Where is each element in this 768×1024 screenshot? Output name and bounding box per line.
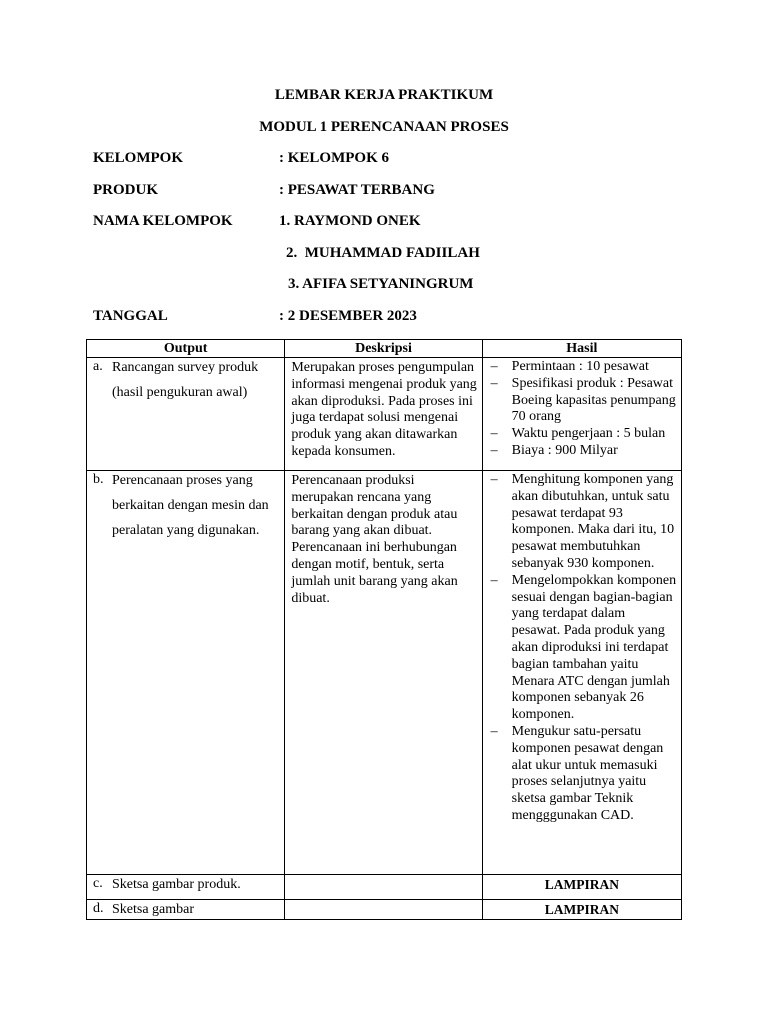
output-text: Sketsa gambar	[112, 902, 195, 917]
output-cell	[87, 875, 285, 900]
table-row	[87, 875, 682, 900]
result-cell	[482, 900, 681, 920]
kelompok-value: : KELOMPOK 6	[279, 150, 389, 166]
result-item: – Mengelompokkan komponen sesuai dengan bagian-bagian yang terdapat dalam pesawat. Pada produk yang akan diproduksi ini terdapat bagian tambahan yaitu Menara ATC dengan jumlah komponen sebanyak 26 komponen.	[490, 572, 677, 723]
result-cell	[482, 875, 681, 900]
result-item: – Biaya : 900 Milyar	[490, 442, 618, 458]
result-item: – Mengukur satu-persatu komponen pesawat dengan alat ukur untuk memasuki proses selanjutnya yaitu sketsa gambar Teknik mengggunakan CAD.	[490, 723, 664, 823]
row-letter: d.	[93, 901, 104, 916]
header-deskripsi: Deskripsi	[285, 340, 482, 358]
output-text: Sketsa gambar produk.	[112, 877, 241, 892]
produk-value: : PESAWAT TERBANG	[279, 182, 435, 198]
lampiran-label: LAMPIRAN	[544, 902, 619, 917]
worksheet-table	[86, 339, 682, 920]
description-cell	[285, 358, 482, 471]
result-list	[483, 471, 681, 827]
description-cell	[285, 900, 482, 920]
module-title: MODUL 1 PERENCANAAN PROSES	[259, 119, 509, 135]
member-2: 2. MUHAMMAD FADIILAH	[286, 245, 480, 261]
table-row	[87, 900, 682, 920]
output-cell	[87, 900, 285, 920]
result-cell	[482, 471, 681, 875]
table-row	[87, 358, 682, 471]
header-hasil: Hasil	[482, 340, 681, 358]
page-title: LEMBAR KERJA PRAKTIKUM	[274, 87, 494, 103]
member-1: 1. RAYMOND ONEK	[279, 213, 421, 229]
nama-kelompok-label: NAMA KELOMPOK	[93, 213, 233, 229]
member-3: 3. AFIFA SETYANINGRUM	[288, 276, 474, 292]
table-row	[87, 471, 682, 875]
row-letter: c.	[93, 876, 103, 891]
result-item: – Waktu pengerjaan : 5 bulan	[490, 426, 666, 442]
output-text: Rancangan survey produk (hasil pengukuran awal)	[112, 360, 259, 400]
lampiran-label: LAMPIRAN	[544, 877, 619, 892]
result-list	[483, 358, 681, 462]
output-cell	[87, 471, 285, 875]
description-cell	[285, 875, 482, 900]
row-letter: a.	[93, 359, 103, 374]
produk-label: PRODUK	[93, 182, 158, 198]
tanggal-value: : 2 DESEMBER 2023	[279, 308, 417, 324]
result-cell	[482, 358, 681, 471]
description-cell	[285, 471, 482, 875]
result-item: – Permintaan : 10 pesawat	[490, 359, 649, 374]
description-text: Merupakan proses pengumpulan informasi mengenai produk yang akan diproduksi. Pada proses ini juga terdapat solusi mengenai produk yang akan ditawarkan kepada konsumen.	[291, 360, 477, 459]
description-text	[285, 900, 481, 904]
tanggal-label: TANGGAL	[93, 308, 168, 324]
kelompok-label: KELOMPOK	[93, 150, 183, 166]
header-output: Output	[87, 340, 285, 358]
row-letter: b.	[93, 472, 104, 487]
output-text: Perencanaan proses yang berkaitan dengan mesin dan peralatan yang digunakan.	[112, 473, 269, 538]
output-cell	[87, 358, 285, 471]
description-text	[285, 875, 481, 879]
result-item: – Menghitung komponen yang akan dibutuhkan, untuk satu pesawat terdapat 93 komponen. Maka dari itu, 10 pesawat membutuhkan sebanyak 930 komponen.	[490, 472, 675, 571]
result-item: – Spesifikasi produk : Pesawat Boeing kapasitas penumpang 70 orang	[490, 375, 676, 425]
description-text: Perencanaan produksi merupakan rencana yang berkaitan dengan produk atau barang yang akan dibuat. Perencanaan ini berhubungan dengan motif, bentuk, serta jumlah unit barang yang akan dibuat.	[291, 473, 458, 606]
